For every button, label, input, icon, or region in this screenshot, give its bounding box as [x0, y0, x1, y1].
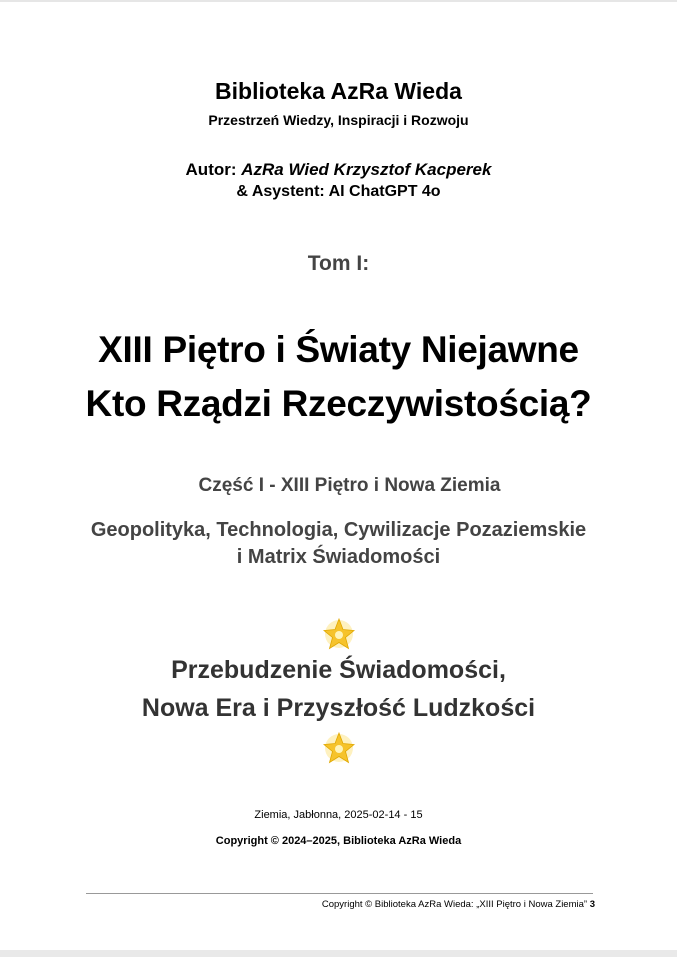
page-bottom-edge — [0, 950, 677, 957]
page-top-edge — [0, 0, 677, 2]
subtitle-line-2: i Matrix Świadomości — [236, 546, 441, 568]
awakening-line-1: Przebudzenie Świadomości, — [171, 656, 506, 684]
author-name: AzRa Wied Krzysztof Kacperek — [241, 160, 492, 179]
library-slogan: Przestrzeń Wiedzy, Inspiracji i Rozwoju — [208, 112, 469, 128]
volume-label: Tom I: — [307, 252, 370, 275]
page-number: 3 — [589, 899, 595, 910]
page-footer — [322, 899, 595, 910]
part-title: Część I - XIII Piętro i Nowa Ziemia — [198, 475, 501, 496]
awakening-line-2: Nowa Era i Przyszłość Ludzkości — [141, 694, 536, 722]
author-line — [0, 160, 677, 180]
copyright-notice: Copyright © 2024–2025, Biblioteka AzRa Wieda — [215, 835, 462, 847]
footer-divider — [86, 893, 593, 894]
author-label: Autor: — [185, 160, 237, 179]
glowing-star-icon — [321, 616, 357, 652]
assistant-line: & Asystent: AI ChatGPT 4o — [236, 183, 441, 200]
book-title-line-2: Kto Rządzi Rzeczywistością? — [85, 383, 592, 424]
book-title-line-1: XIII Piętro i Światy Niejawne — [98, 329, 579, 370]
footer-text: Copyright © Biblioteka AzRa Wieda: „XIII Piętro i Nowa Ziemia” — [321, 899, 588, 910]
place-date: Ziemia, Jabłonna, 2025-02-14 - 15 — [254, 809, 423, 821]
library-name: Biblioteka AzRa Wieda — [215, 78, 462, 104]
glowing-star-icon — [321, 730, 357, 766]
subtitle-line-1: Geopolityka, Technologia, Cywilizacje Pozaziemskie — [90, 519, 587, 541]
